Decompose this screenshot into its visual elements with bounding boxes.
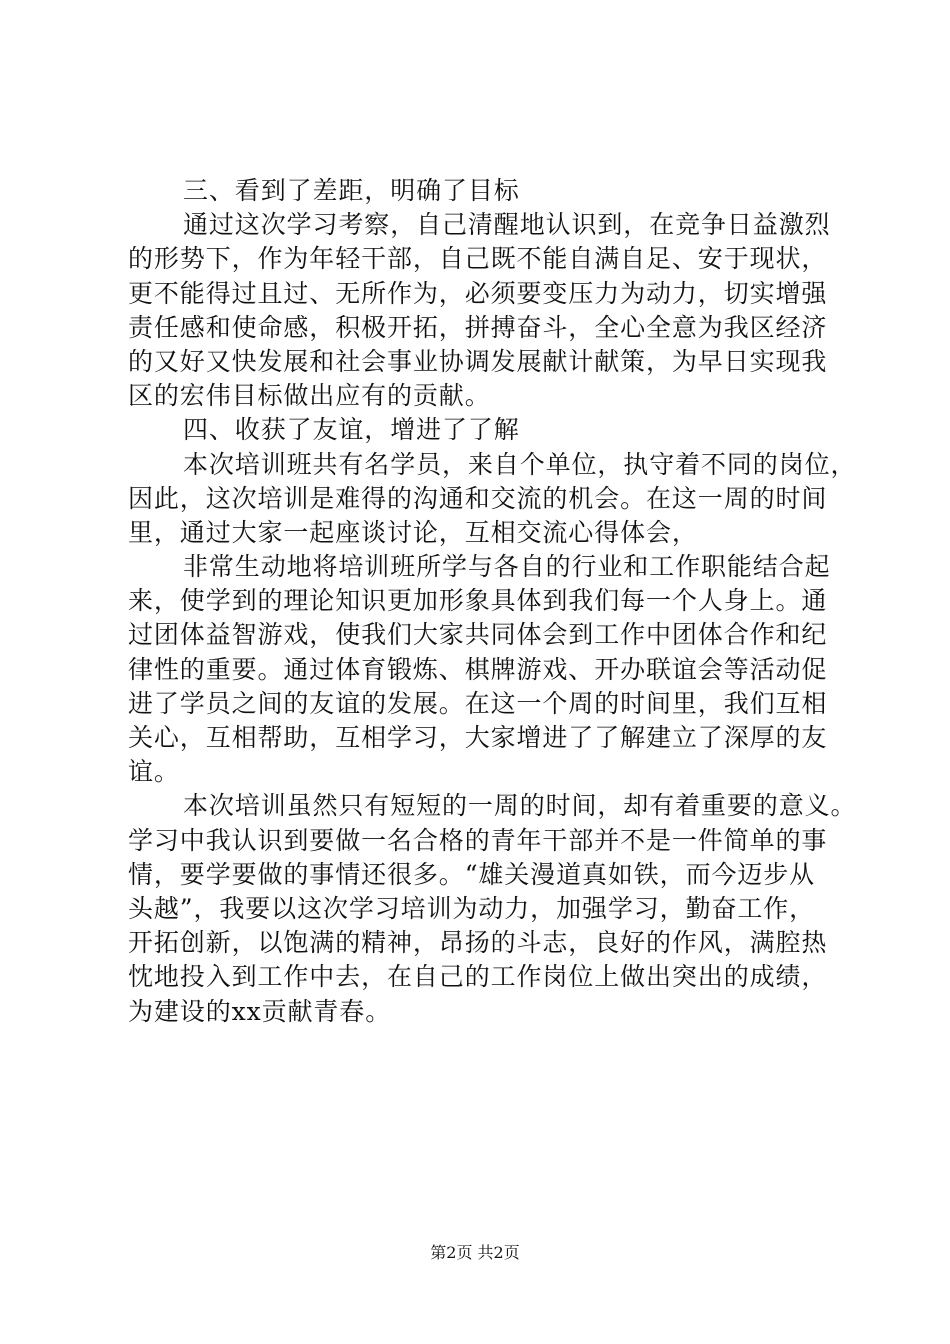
paragraph-line: 过团体益智游戏，使我们大家共同体会到工作中团体合作和纪 <box>128 620 828 650</box>
paragraph-line: 通过这次学习考察，自己清醒地认识到，在竞争日益激烈 <box>183 210 831 240</box>
paragraph-line: 责任感和使命感，积极开拓，拼搏奋斗，全心全意为我区经济 <box>128 312 828 342</box>
paragraph-line: 头越”，我要以这次学习培训为动力，加强学习，勤奋工作， <box>128 893 816 923</box>
paragraph-line: 的又好又快发展和社会事业协调发展献计献策，为早日实现我 <box>128 346 828 376</box>
paragraph-line: 区的宏伟目标做出应有的贡献。 <box>128 381 491 411</box>
paragraph-line: 开拓创新，以饱满的精神，昂扬的斗志，良好的作风，满腔热 <box>128 928 828 958</box>
paragraph-line: 非常生动地将培训班所学与各自的行业和工作职能结合起 <box>183 552 831 582</box>
paragraph-line: 谊。 <box>128 757 180 787</box>
section-heading: 四、收获了友谊，增进了了解 <box>183 415 520 445</box>
paragraph-line: 律性的重要。通过体育锻炼、棋牌游戏、开办联谊会等活动促 <box>128 654 828 684</box>
paragraph-line: 本次培训班共有名学员，来自个单位，执守着不同的岗位， <box>183 449 857 479</box>
paragraph-line: 更不能得过且过、无所作为，必须要变压力为动力，切实增强 <box>128 278 828 308</box>
paragraph-line: 本次培训虽然只有短短的一周的时间，却有着重要的意义。 <box>183 791 857 821</box>
page-number-footer: 第2页 共2页 <box>430 1243 520 1262</box>
paragraph-line: 学习中我认识到要做一名合格的青年干部并不是一件简单的事 <box>128 825 828 855</box>
document-body <box>128 174 857 1029</box>
paragraph-line: 关心，互相帮助，互相学习，大家增进了了解建立了深厚的友 <box>128 723 828 752</box>
paragraph-line: 的形势下，作为年轻干部，自己既不能自满自足、安于现状， <box>128 244 828 274</box>
paragraph-line: 因此，这次培训是难得的沟通和交流的机会。在这一周的时间 <box>128 483 828 513</box>
paragraph-line: 里，通过大家一起座谈讨论，互相交流心得体会， <box>128 517 698 547</box>
paragraph-line: 进了学员之间的友谊的发展。在这一个周的时间里，我们互相 <box>128 688 828 718</box>
paragraph-line: 忱地投入到工作中去，在自己的工作岗位上做出突出的成绩， <box>128 962 828 992</box>
paragraph-line: 情，要学要做的事情还很多。“雄关漫道真如铁，而今迈步从 <box>128 859 816 889</box>
paragraph-line: 来，使学到的理论知识更加形象具体到我们每一个人身上。通 <box>128 586 828 616</box>
paragraph-line: 为建设的xx贡献青春。 <box>128 996 392 1026</box>
section-heading: 三、看到了差距，明确了目标 <box>183 176 520 205</box>
